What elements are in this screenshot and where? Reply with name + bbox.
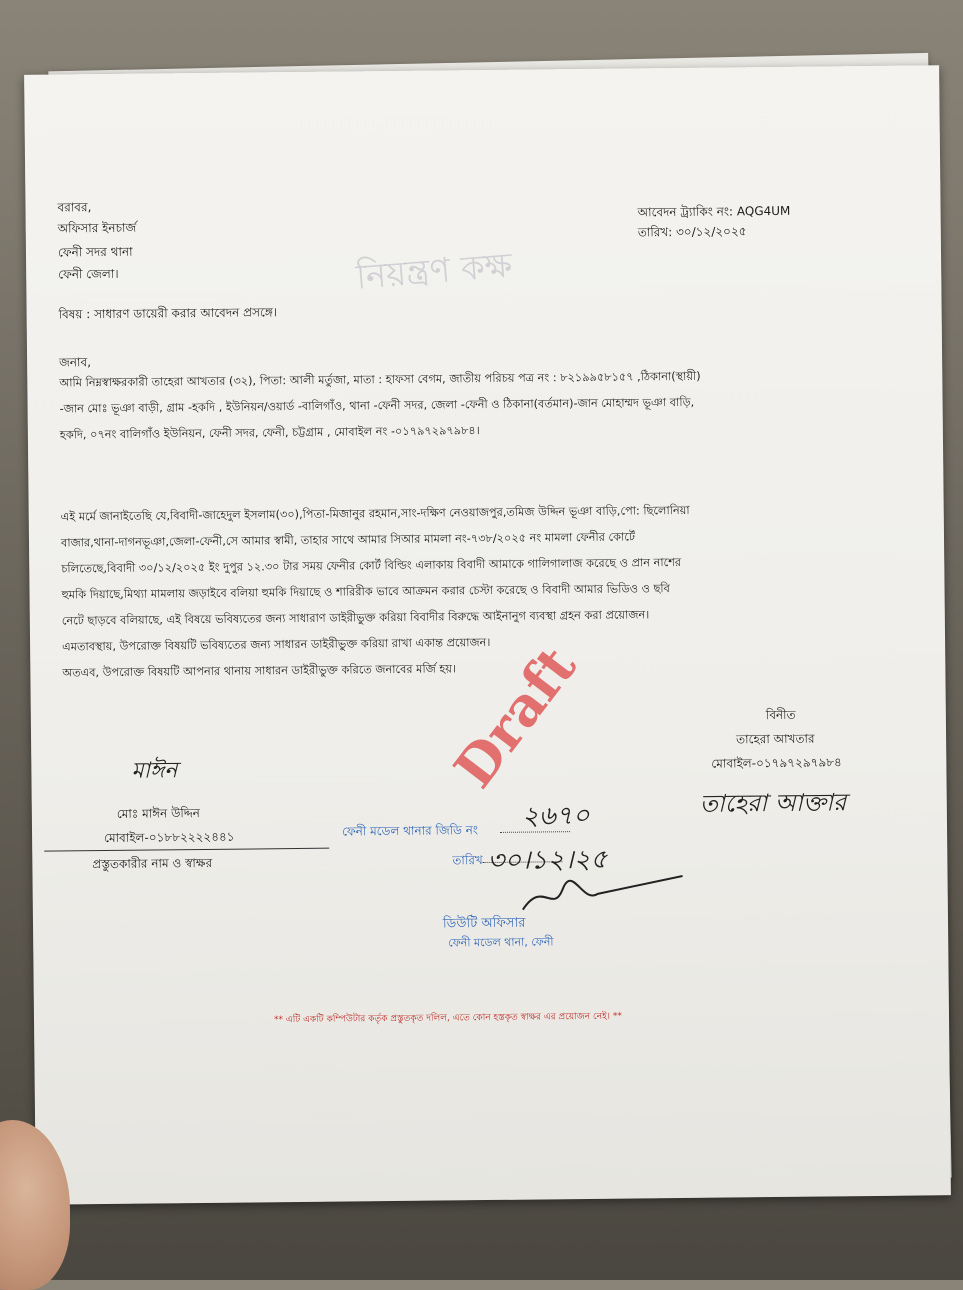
body-line: হুমকি দিয়াছে,মিথ্যা মামলায় জড়াইবে বলিয়া হুমকি দিয়াছে ও শারিরীক ভাবে আক্রমন করার চেস্টা করেছে ও বিবাদী আমার ভিডিও ও ছবি [61,582,670,602]
greeting: জনাব, [59,355,92,370]
preparer-name: মোঃ মাঈন উদ্দিন [116,806,200,821]
body-line: এমতাবস্থায়, উপরোক্ত বিষয়টি ভবিষ্যতের জন্য সাধারন ডাইরীভুক্ত করিয়া রাখা একান্ত প্রয়োজন। [62,635,491,654]
salutation: বরাবর, [57,200,92,215]
intro-line: আমি নিম্নস্বাক্ষরকারী তাহেরা আখতার (৩২), পিতা: আলী মর্তুজা, মাতা : হাফসা বেগম, জাতীয় পরিচয় পত্র নং : ৮২১৯৯৫৮১৫৭ ,ঠিকানা(স্থায়ী) [59,369,701,390]
subject-line: বিষয় : সাধারণ ডায়েরী করার আবেদন প্রসঙ্গে। [58,305,278,322]
preparer-caption: প্রস্তুতকারীর নাম ও স্বাক্ষর [92,855,213,872]
addressee-title: অফিসার ইনচার্জ [57,220,137,236]
body-paragraph [61,498,692,687]
body-line: এই মর্মে জানাইতেছি যে,বিবাদী-জাহেদুল ইসলাম(৩০),পিতা-মিজানুর রহমান,সাং-দক্ষিণ নেওয়াজপুর,তমিজ উদ্দিন ভূঞা বাড়ি,পো: ছিলোনিয়া [60,503,690,524]
document-page [24,65,951,1205]
police-station: ফেনী মডেল থানা, ফেনী [448,935,554,950]
officer-signature-scribble [502,868,693,920]
body-line: নেটে ছাড়বে বলিয়াছে, এই বিষয়ে ভবিষ্যতের জন্য সাধারাণ ডাইরীভুক্ত করিয়া বিবাদীর বিরুদ্ধে আইনানুগ ব্যবস্থা গ্রহন করা প্রয়োজন। [61,608,650,628]
gd-date-label: তারিখ [452,853,483,868]
addressee-station: ফেনী সদর থানা [57,244,133,260]
computer-generated-footer: ** এটি একটি কম্পিউটার কর্তৃক প্রস্তুতকৃত দলিল, এতে কোন হস্তকৃত স্বাক্ষর এর প্রয়োজন নেই। ** [273,1011,622,1026]
preparer-mobile: মোবাইল-০১৮৮২২২২৪৪১ [104,829,235,846]
body-line: বাজার,থানা-দাগনভূঞা,জেলা-ফেনী,সে আমার স্বামী, তাহার সাথে আমার সিআর মামলা নং-৭৩৮/২০২৫ নং মামলা ফেনীর কোর্টে [60,530,636,550]
tracking-date: তারিখ: ৩০/১২/২০২৫ [637,224,747,240]
applicant-signature: তাহেরা আক্তার [699,788,847,818]
closing-mobile: মোবাইল-০১৭৯৭২৯৭৯৮৪ [711,755,842,771]
draft-watermark: Draft [441,634,589,800]
body-line: অতএব, উপরোক্ত বিষয়টি আপনার থানায় সাধারন ডাইরীভুক্ত করিতে জনাবের মর্জি হয়। [62,662,457,680]
signature-divider [44,848,329,852]
gd-number: ২৬৭০ [521,800,590,832]
addressee-district: ফেনী জেলা। [58,266,119,282]
intro-paragraph [59,364,701,449]
gd-label: ফেনী মডেল থানার জিডি নং [341,823,479,839]
duty-officer: ডিউটি অফিসার [442,915,526,932]
intro-line: -জান মোঃ ভূঞা বাড়ী, গ্রাম -হকদি , ইউনিয়ন/ওয়ার্ড -বালিগাঁও, থানা -ফেনী সদর, জেলা -ফেনী ও ঠিকানা(বর্তমান)-জান মোহাম্মদ ভূঞা বাড়ি, [59,395,695,416]
intro-line: হকদি, ০৭নং বালিগাঁও ইউনিয়ন, ফেনী সদর, ফেনী, চট্টগ্রাম , মোবাইল নং -০১৭৯৭২৯৭৯৮৪। [59,424,480,442]
body-line: চলিতেছে,বিবাদী ৩০/১২/২০২৫ ইং দুপুর ১২.৩০ টার সময় ফেনীর কোর্ট বিল্ডিং এলাকায় বিবাদী আমাকে গালিগালাজ করেছে ও প্রান নাশের [61,555,682,576]
preparer-signature: মাঈন [131,758,178,784]
closing-yours: বিনীত [765,707,796,723]
tracking-number: আবেদন ট্র্যাকিং নং: AQG4UM [637,203,791,220]
gd-date-value: ৩০।১২।২৫ [487,844,608,877]
closing-name: তাহেরা আখতার [736,731,815,747]
faint-stamp: নিয়ন্ত্রণ কক্ষ [354,245,514,298]
